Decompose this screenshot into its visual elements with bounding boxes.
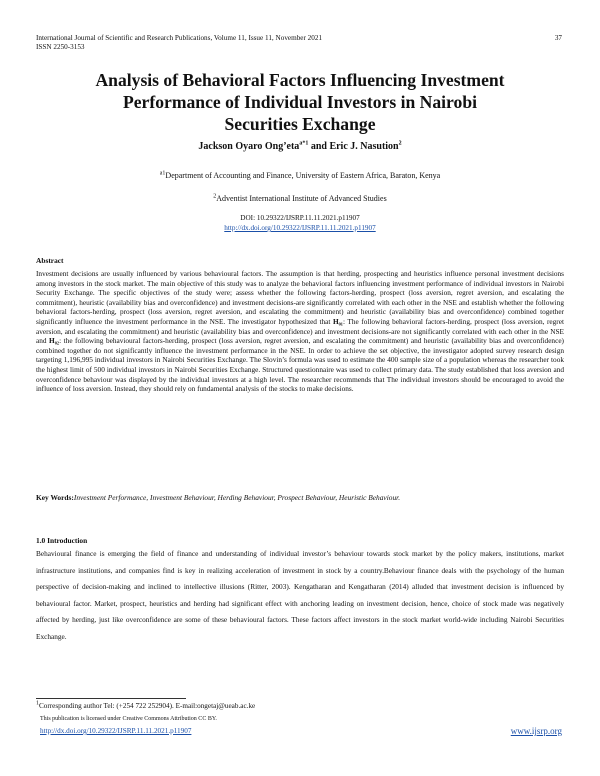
affiliation-sup: a1 — [159, 170, 166, 177]
author-sup: 2 — [398, 140, 402, 147]
footnote-sup: 1 — [36, 700, 39, 707]
title-line: Analysis of Behavioral Factors Influencing Investment — [95, 70, 505, 90]
author-connector: and — [308, 141, 330, 152]
keywords-text: Investment Performance, Investment Behaviour, Herding Behaviour, Prospect Behaviour, Heuristic Behaviour. — [73, 493, 401, 502]
introduction-heading: 1.0 Introduction — [36, 536, 88, 545]
footer-doi-link[interactable]: http://dx.doi.org/10.29322/IJSRP.11.11.2021.p11907 — [40, 727, 192, 735]
paper-title — [20, 69, 580, 135]
authors — [0, 141, 600, 152]
footnote-text: Corresponding author Tel: (+254 722 252904). E-mail:ongetaj@ueab.ac.ke — [39, 702, 256, 710]
website-link[interactable]: www.ijsrp.org — [510, 726, 562, 736]
abstract-body — [36, 269, 564, 394]
abstract-text: : the following behavioural factors-herding, prospect (loss aversion, regret aversion, and escalating the commitment) and heuristic (availability bias and overconfidence) combined together do not significantly influence the investment performance in the NSE. In order to achieve the set objective, the investigator adopted survey research design targeting 1,196,995 individual investors in Nairobi Securities Exchange. The Slovin’s formula was used to estimate the 400 sample size of a population whereas the researcher took the highest limit of 500 individual investors in Nairobi Securities Exchange. Structured questionnaire was used to collect primary data. The study established that loss aversion and overconfidence behaviour was displayed by the individual investors at a high level. The researcher recommends that The individual investors should be encouraged to avoid the influence of loss aversion. Instead, they should rely on fundamental analysis of the stocks to make decisions. — [36, 336, 564, 394]
author-name: Jackson Oyaro Ong’eta — [198, 141, 300, 152]
hypothesis-h02: H₀₂ — [49, 336, 60, 346]
abstract-text: : The following behavioral factors-herding, prospect (loss aversion, regret aversion, and escalating the commitment) and heuristic (availability bias and overconfidence) and investment decisions-are not significantly correlated with each other in the NSE and — [36, 316, 564, 346]
doi-text: DOI: 10.29322/IJSRP.11.11.2021.p11907 — [240, 214, 360, 222]
issn: ISSN 2250-3153 — [36, 43, 85, 51]
keywords — [36, 493, 564, 502]
introduction-body: Behavioural finance is emerging the field of finance and understanding of individual investor’s behaviour towards stock market by the policy makers, institutions, market infrastructure institutions, and companies find is key in realizing acceleration of investment in stock by a country.Behaviour finance deals with the psychology of the human perspective of decision-making and inclined to intellective illusions (Ritter, 2003). Kengatharan and Kengatharan (2014) alluded that investment decision is influenced by behavioural factor. Market, prospect, heuristics and herding had significant effect with anchoring leading on investment decision, hence, choice of stock made was negatively affected by herding, just like overconfidence are some of these behavioural factors. These factors affect investors in the stock market world-wide including Nairobi Securities Exchange. — [36, 549, 564, 641]
affiliation-2 — [0, 194, 600, 203]
title-line: Securities Exchange — [224, 114, 376, 134]
abstract-heading: Abstract — [36, 256, 64, 265]
affiliation-text: Department of Accounting and Finance, University of Eastern Africa, Baraton, Kenya — [165, 171, 441, 180]
affiliation-text: Adventist International Institute of Advanced Studies — [216, 194, 387, 203]
license-note: This publication is licensed under Creative Commons Attribution CC BY. — [40, 716, 217, 722]
abstract-text: Investment decisions are usually influenced by various behavioural factors. The assumption is that herding, prospecting and heuristics influence personal investment decisions among investors in the stock market. The main objective of this study was to analyze the behavioral factors influencing investment performance of individual investors in Nairobi Security Exchange. The specific objectives of the study were; assess whether the following factors-herding, prospect (loss aversion, regret aversion, and escalating the commitment), heuristic (availability bias and overconfidence) and investment decisions-are significantly correlated with each other in the NSE and establish whether the following behavioral factors-herding, prospect (loss aversion, regret aversion, and escalating the commitment) and heuristic (availability bias and overconfidence) combined together significantly influence the investment performance in the NSE. The investigator hypothesized that — [36, 269, 564, 326]
title-line: Performance of Individual Investors in Nairobi — [123, 92, 477, 112]
doi-link[interactable]: http://dx.doi.org/10.29322/IJSRP.11.11.2021.p11907 — [224, 224, 376, 232]
doi-block — [0, 213, 600, 233]
keywords-label: Key Words: — [36, 493, 74, 502]
page-number: 37 — [554, 34, 562, 42]
author-name: Eric J. Nasution — [329, 141, 399, 152]
footnote — [36, 702, 255, 710]
author-sup: a*1 — [299, 140, 309, 147]
affiliation-1 — [0, 171, 600, 180]
affiliation-sup: 2 — [213, 193, 217, 200]
journal-header: International Journal of Scientific and Research Publications, Volume 11, Issue 11, November 2021 — [36, 34, 323, 42]
hypothesis-h01: H₀₁ — [332, 316, 343, 326]
footnote-divider — [36, 698, 186, 699]
